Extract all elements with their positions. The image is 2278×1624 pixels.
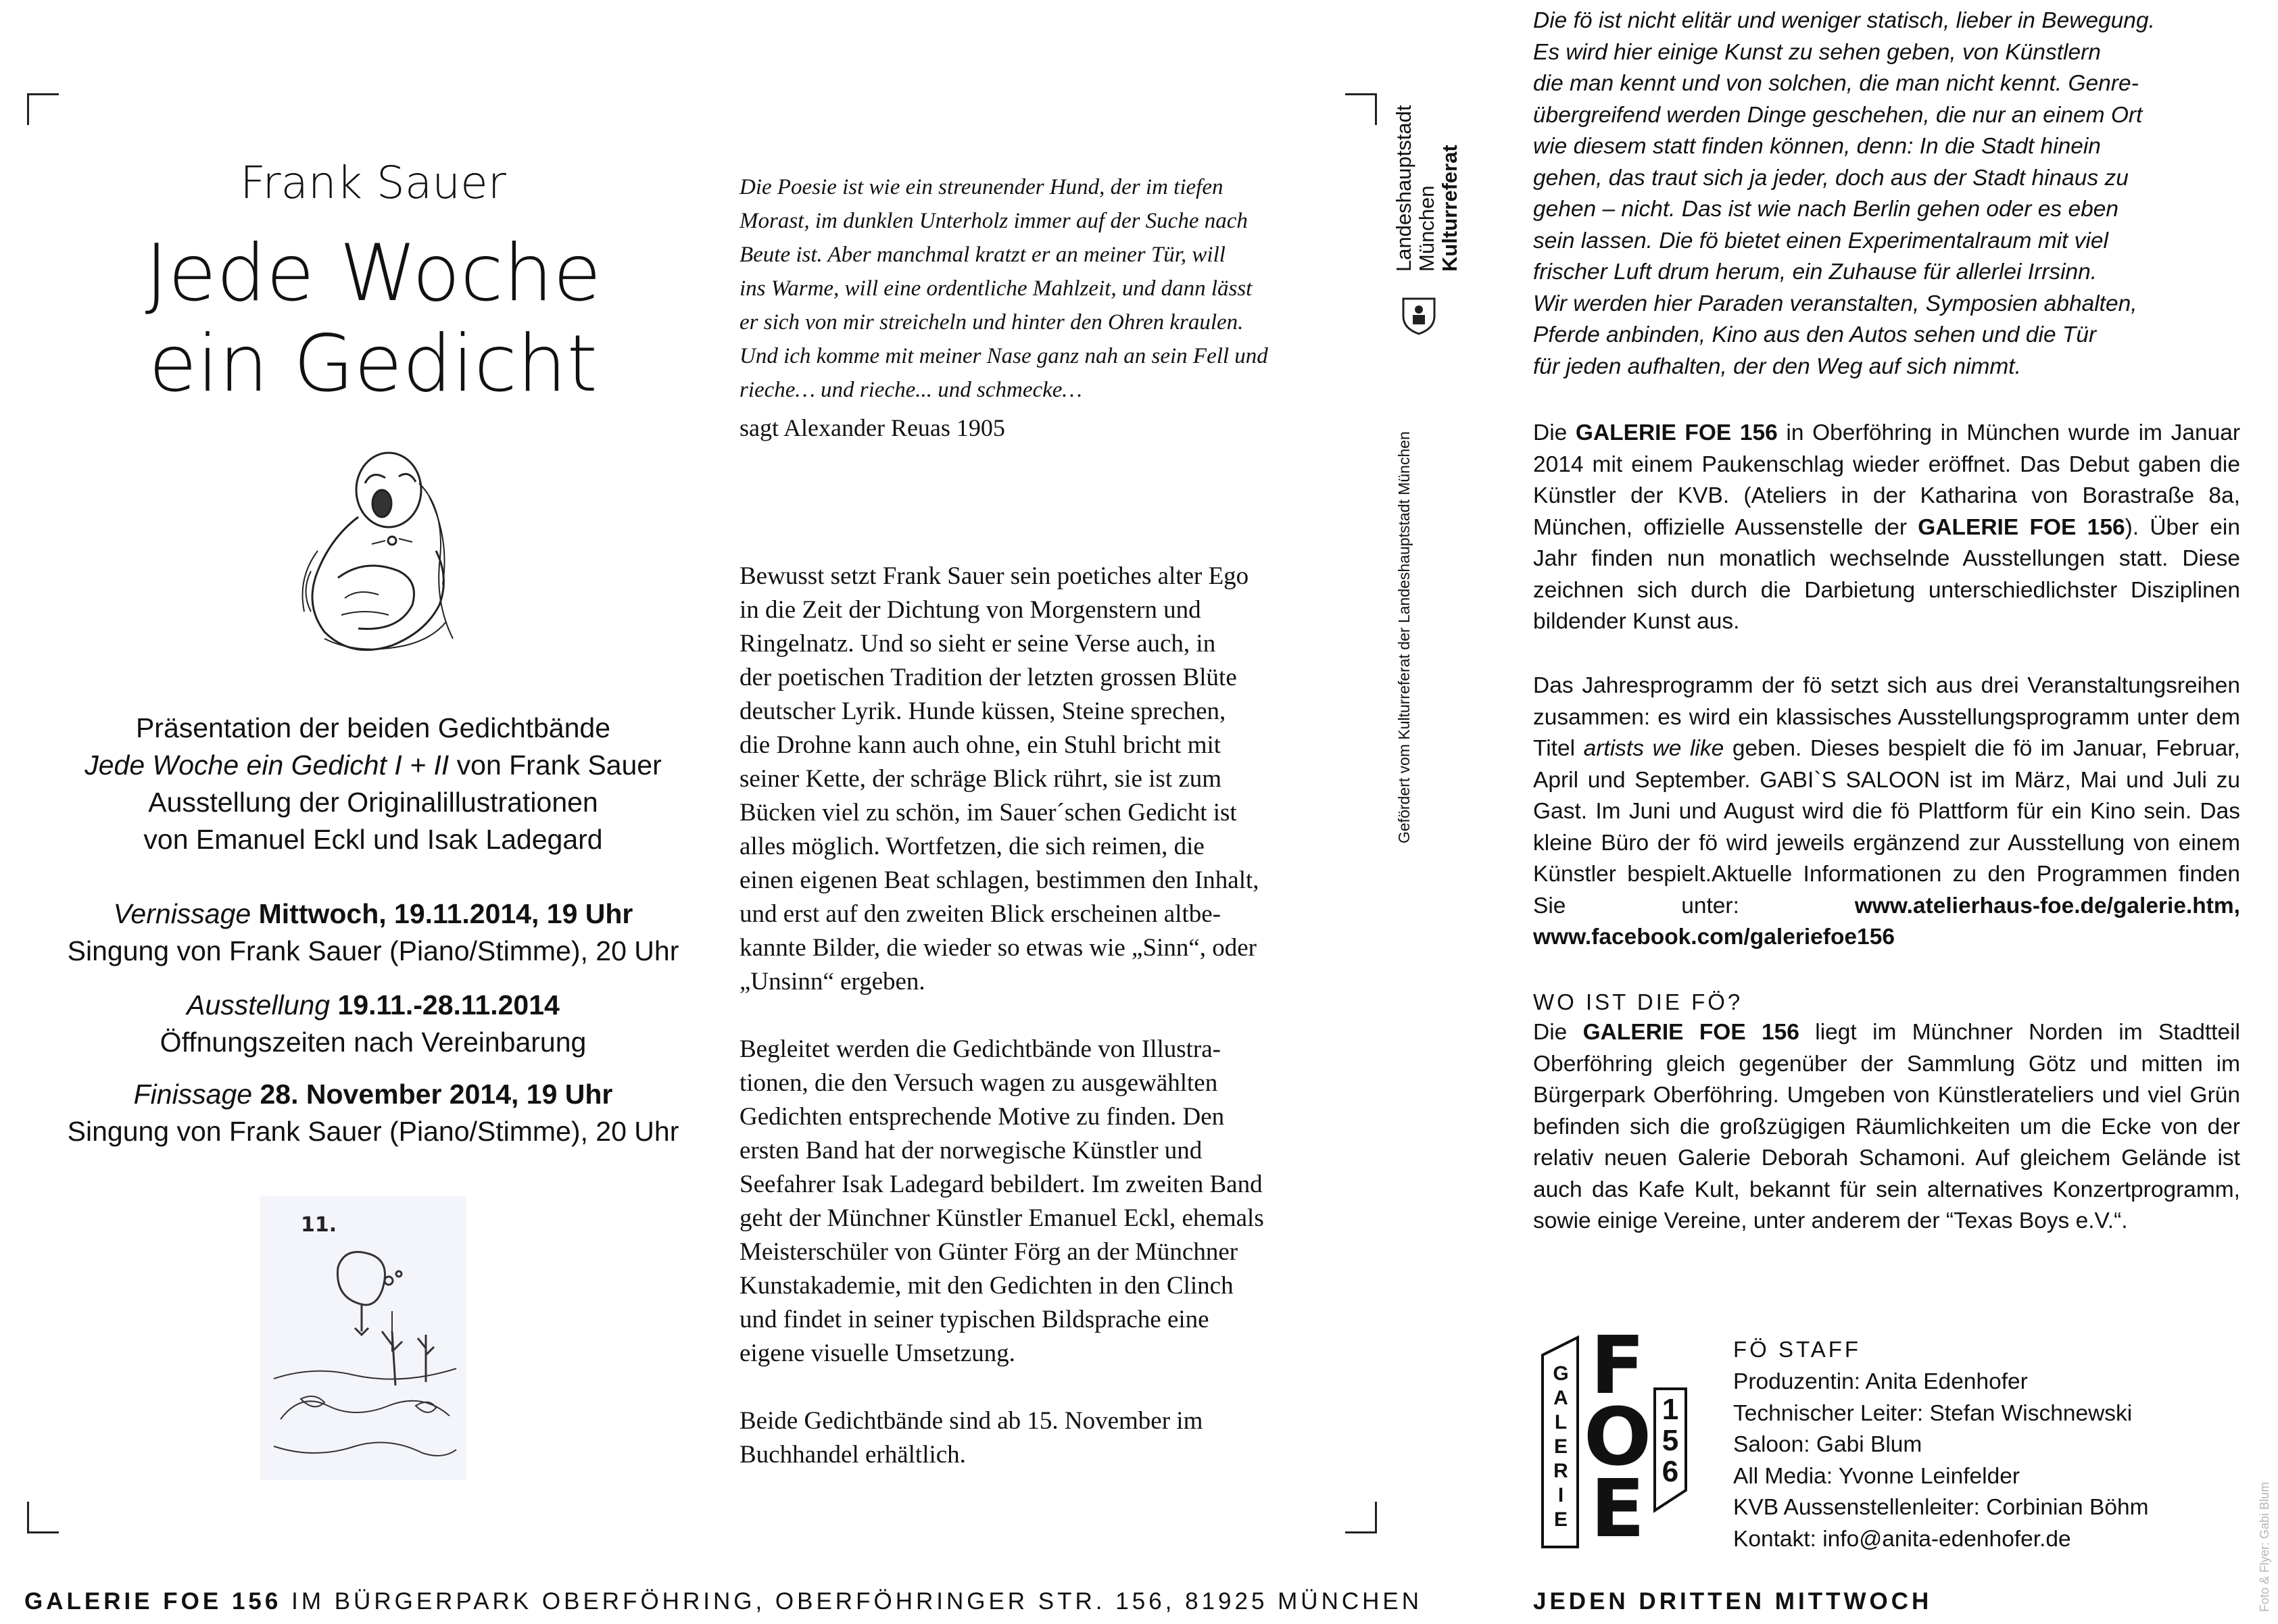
intro-line: Pferde anbinden, Kino aus den Autos sehen und die Tür xyxy=(1533,322,2097,347)
body-line: in die Zeit der Dichtung von Morgenstern und xyxy=(740,596,1201,624)
quote-source: sagt Alexander Reuas 1905 xyxy=(740,414,1005,441)
staff-contact[interactable]: Kontakt: info@anita-edenhofer.de xyxy=(1733,1526,2071,1552)
body-line: und findet in seiner typischen Bildsprache eine xyxy=(740,1306,1209,1333)
finissage-detail: Singung von Frank Sauer (Piano/Stimme), 20 Uhr xyxy=(67,1116,679,1147)
quote-line: Beute ist. Aber manchmal kratzt er an meiner Tür, will xyxy=(740,243,1226,267)
ausstellung-detail: Öffnungszeiten nach Vereinbarung xyxy=(160,1027,587,1058)
footer-schedule: JEDEN DRITTEN MITTWOCH xyxy=(1533,1588,1933,1615)
body-line: Bücken viel zu schön, im Sauer´schen Gedicht ist xyxy=(740,799,1237,827)
body-line: Begleitet werden die Gedichtbände von Illustra- xyxy=(740,1035,1221,1063)
body-line: geht der Münchner Künstler Emanuel Eckl, ehemals xyxy=(740,1204,1264,1232)
sponsor-line-2: München xyxy=(1415,185,1438,272)
staff-item: Produzentin: Anita Edenhofer xyxy=(1733,1369,2028,1394)
quote xyxy=(740,170,1348,407)
body-line: Beide Gedichtbände sind ab 15. November im xyxy=(740,1407,1203,1435)
intro-line: Es wird hier einige Kunst zu sehen geben, von Künstlern xyxy=(1533,39,2101,65)
staff-item: Technischer Leiter: Stefan Wischnewski xyxy=(1733,1400,2133,1426)
logo-number: 1 5 6 xyxy=(1662,1393,1679,1488)
vernissage-block xyxy=(0,895,746,970)
intro-line: die man kennt und von solchen, die man nicht kennt. Genre- xyxy=(1533,71,2139,96)
poet-illustration xyxy=(277,443,470,669)
body-paragraph-3 xyxy=(740,1404,1348,1472)
crop-mark-bottom-left xyxy=(27,1502,59,1533)
presentation-line-4: von Emanuel Eckl und Isak Ladegard xyxy=(143,824,603,855)
finissage-date: 28. November 2014, 19 Uhr xyxy=(260,1079,613,1110)
page-title xyxy=(0,228,746,410)
quote-line: Morast, im dunklen Unterholz immer auf der Suche nach xyxy=(740,209,1248,233)
body-line: und erst auf den zweiten Blick erscheinen altbe- xyxy=(740,900,1221,928)
body-line: Bewusst setzt Frank Sauer sein poetiches alter Ego xyxy=(740,562,1249,590)
staff-heading: FÖ STAFF xyxy=(1733,1337,1862,1362)
intro-line: Die fö ist nicht elitär und weniger statisch, lieber in Bewegung. xyxy=(1533,8,2155,33)
program-title: artists we like xyxy=(1583,736,1724,761)
ausstellung-date: 19.11.-28.11.2014 xyxy=(337,989,560,1020)
where-paragraph: Die GALERIE FOE 156 liegt im Münchner Norden im Stadtteil Oberföhring gleich gegenüber der Sammlung Götz und mitten im Bürgerpark Oberföhring. Umgeben von Künstlerateliers und viel Grün befinden sich die großzügigen Räumlichkeiten um die Ecke von der relativ neuen Galerie Deborah Schamoni. Auf gleichem Gelände ist auch das Kafe Kult, bekannt für sein alternatives Konzertprogramm, sowie einige Vereine, unter anderem der “Texas Boys e.V.“. xyxy=(1533,1020,2241,1233)
staff-list xyxy=(1733,1367,2149,1555)
quote-line: er sich von mir streicheln und hinter den Ohren kraulen. xyxy=(740,310,1244,335)
galerie-paragraph: Die GALERIE FOE 156 in Oberföhring in München wurde im Januar 2014 mit einem Paukenschlag wieder eröffnet. Das Debut gaben die Künstler der KVB. (Ateliers in der Katharina von Borastraße 8a, München, offizielle Aussenstelle der GALERIE FOE 156). Über ein Jahr finden nun monatlich wechselnde Ausstellungen statt. Diese zeichnen sich durch die Darbietung unterschiedlichster Disziplinen bildender Kunst aus. xyxy=(1533,420,2240,634)
intro-line: Wir werden hier Paraden veranstalten, Symposien abhalten, xyxy=(1533,291,2137,316)
body-line: Ringelnatz. Und so sieht er seine Verse auch, in xyxy=(740,630,1216,658)
intro-line: wie diesem statt finden können, denn: In die Stadt hinein xyxy=(1533,134,2101,159)
intro-line: gehen – nicht. Das ist wie nach Berlin gehen oder es eben xyxy=(1533,197,2118,222)
intro-line: sein lassen. Die fö bietet einen Experimentalraum mit viel xyxy=(1533,228,2108,253)
intro-line: gehen, das traut sich ja jeder, doch aus der Stadt hinaus zu xyxy=(1533,165,2129,191)
crop-mark-bottom-right xyxy=(1345,1502,1377,1533)
body-line: deutscher Lyrik. Hunde küssen, Steine sprechen, xyxy=(740,697,1226,725)
staff-item: All Media: Yvonne Leinfelder xyxy=(1733,1463,2020,1489)
finissage-block xyxy=(0,1076,746,1150)
intro-line: frischer Luft drum herum, ein Zuhause für allerlei Irrsinn. xyxy=(1533,260,2098,285)
body-line: seiner Kette, der schräge Blick rührt, sie ist zum xyxy=(740,765,1222,793)
footer-address: GALERIE FOE 156 IM BÜRGERPARK OBERFÖHRING, OBERFÖHRINGER STR. 156, 81925 MÜNCHEN xyxy=(24,1588,1423,1615)
galerie-name: GALERIE FOE 156 xyxy=(1582,1020,1799,1045)
body-line: eigene visuelle Umsetzung. xyxy=(740,1339,1015,1367)
sponsor-line-1: Landeshauptstadt xyxy=(1392,105,1415,272)
quote-line: rieche… und rieche... und schmecke… xyxy=(740,378,1082,402)
title-line-1: Jede Woche xyxy=(145,228,602,319)
where-heading: WO IST DIE FÖ? xyxy=(1533,989,1743,1014)
sketch-drawing xyxy=(260,1196,466,1480)
logo-big-letters: F O E xyxy=(1583,1319,1652,1555)
crop-mark-top-right xyxy=(1345,93,1377,125)
body-line: alles möglich. Wortfetzen, die sich reimen, die xyxy=(740,833,1205,860)
quote-line: Und ich komme mit meiner Nase ganz nah an sein Fell und xyxy=(740,344,1268,368)
presentation-block xyxy=(0,710,746,858)
intro-line: übergreifend werden Dinge geschehen, die nur an einem Ort xyxy=(1533,102,2143,128)
body-line: Gedichten entsprechende Motive zu finden. Den xyxy=(740,1103,1225,1131)
staff-item: KVB Aussenstellenleiter: Corbinian Böhm xyxy=(1733,1495,2149,1520)
body-line: einen eigenen Beat schlagen, bestimmen den Inhalt, xyxy=(740,866,1259,894)
body-line: der poetischen Tradition der letzten grossen Blüte xyxy=(740,664,1237,691)
body-line: die Drohne kann auch ohne, ein Stuhl bricht mit xyxy=(740,731,1221,759)
body-line: ersten Band hat der norwegische Künstler und xyxy=(740,1137,1203,1164)
galerie-foe-logo xyxy=(1540,1319,1689,1555)
body-line: kannte Bilder, die wieder so etwas wie „Sinn“, oder xyxy=(740,934,1257,962)
sponsor-line-3: Kulturreferat xyxy=(1438,145,1461,272)
body-line: Kunstakademie, mit den Gedichten in den Clinch xyxy=(740,1272,1234,1300)
body-line: „Unsinn“ ergeben. xyxy=(740,968,925,995)
vernissage-date: Mittwoch, 19.11.2014, 19 Uhr xyxy=(258,898,633,929)
author-name: Frank Sauer xyxy=(240,157,506,209)
galerie-name: GALERIE FOE 156 xyxy=(1918,514,2125,540)
presentation-line-2 xyxy=(0,747,746,784)
book-title: Jede Woche ein Gedicht I + II xyxy=(84,749,450,781)
body-line: Meisterschüler von Günter Förg an der Münchner xyxy=(740,1238,1238,1266)
body-line: Buchhandel erhältlich. xyxy=(740,1441,966,1469)
quote-line: Die Poesie ist wie ein streunender Hund, der im tiefen xyxy=(740,175,1223,199)
ausstellung-label: Ausstellung xyxy=(187,989,331,1020)
staff-item: Saloon: Gabi Blum xyxy=(1733,1432,1922,1457)
galerie-name: GALERIE FOE 156 xyxy=(1575,420,1778,445)
book-author: von Frank Sauer xyxy=(449,749,662,781)
ausstellung-block xyxy=(0,987,746,1061)
intro-line: für jeden aufhalten, der den Weg auf sich nimmt. xyxy=(1533,353,2021,379)
footer-galerie-name: GALERIE FOE 156 xyxy=(24,1588,282,1615)
quote-line: ins Warme, will eine ordentliche Mahlzeit, und dann lässt xyxy=(740,276,1253,301)
vernissage-label: Vernissage xyxy=(113,898,251,929)
body-line: tionen, die den Versuch wagen zu ausgewählten xyxy=(740,1069,1218,1097)
sketch-illustration xyxy=(260,1196,466,1480)
intro-paragraph xyxy=(1533,5,2240,383)
program-links[interactable]: www.atelierhaus-foe.de/galerie.htm, www.facebook.com/galeriefoe156 xyxy=(1533,893,2240,950)
body-paragraph-1 xyxy=(740,560,1348,999)
munich-crest-icon xyxy=(1399,296,1438,335)
body-line: Seefahrer Isak Ladegard bebildert. Im zweiten Band xyxy=(740,1171,1263,1198)
presentation-line-3: Ausstellung der Originalillustrationen xyxy=(148,787,598,818)
vernissage-detail: Singung von Frank Sauer (Piano/Stimme), 20 Uhr xyxy=(67,935,679,966)
logo-vertical-word: G A L E R I E xyxy=(1553,1362,1569,1531)
program-paragraph: Das Jahresprogramm der fö setzt sich aus drei Veranstaltungsreihen zusammen: es wird ein klassisches Ausstellungsprogramm unter dem Titel artists we like geben. Dieses bespielt die fö im Januar, Februar, April und September. GABI`S SALOON ist im März, Mai und Juli zu Gast. Im Juni und August wird die fö Plattform für ein Kino sein. Das kleine Büro der fö wird jeweils ergänzend zur Ausstellung von einem Künstler bespielt.Aktuelle Informationen zu den Programmen finden Sie unter: www.atelierhaus-foe.de/galerie.htm, www.facebook.com/galeriefoe156 xyxy=(1533,673,2240,950)
title-line-2: ein Gedicht xyxy=(149,318,598,410)
presentation-line-1: Präsentation der beiden Gedichtbände xyxy=(135,712,611,743)
crop-mark-top-left xyxy=(27,93,59,125)
finissage-label: Finissage xyxy=(133,1079,253,1110)
sketch-label: 11. xyxy=(301,1213,337,1237)
body-paragraph-2 xyxy=(740,1033,1348,1371)
